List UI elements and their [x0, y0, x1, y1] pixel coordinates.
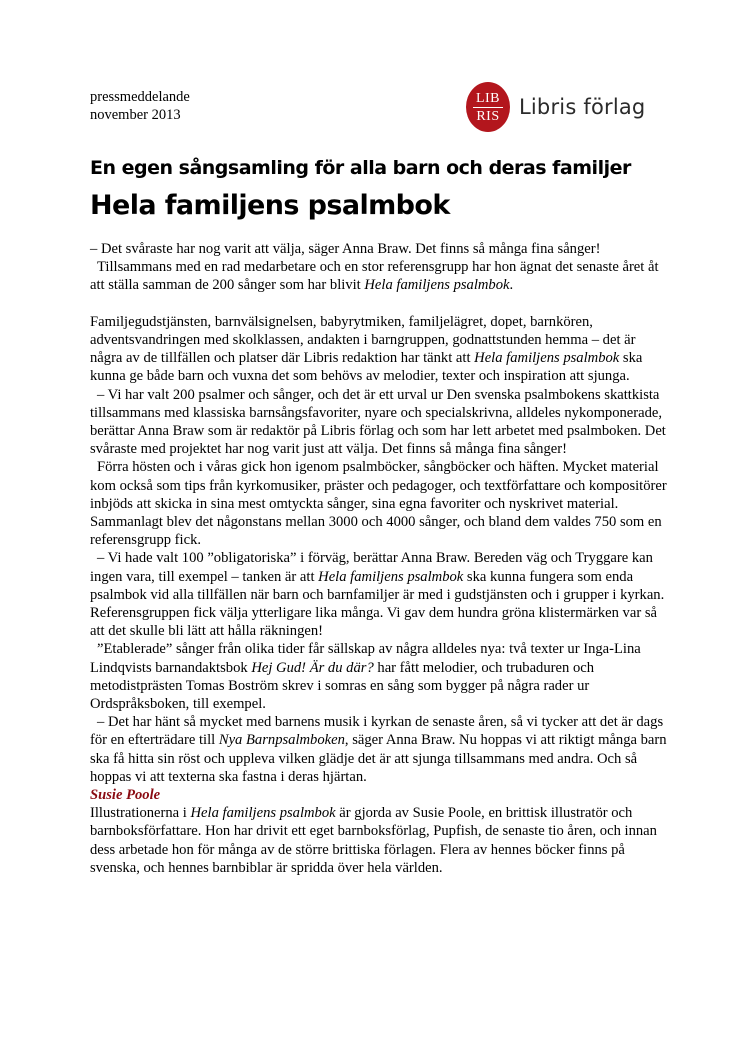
document-date: november 2013 — [90, 107, 181, 123]
paragraph: – Vi har valt 200 psalmer och sånger, och det är ett urval ur Den svenska psalmbokens skattkista tillsammans med klassiska barnsångsfavoriter, nyare och specialskrivna, alldeles nykomponerade, berättar Anna Braw som är redaktör på Libris förlag och som har lett arbetet med psalmboken. Det svåraste med projektet har nog varit just att välja. Det finns så många fina sånger! — [90, 386, 666, 458]
document-type-label: pressmeddelande — [90, 89, 190, 105]
page-subtitle: En egen sångsamling för alla barn och deras familjer — [90, 157, 631, 179]
illustrator-heading: Susie Poole — [90, 787, 161, 804]
paragraph: – Det har hänt så mycket med barnens musik i kyrkan de senaste åren, så vi tycker att det är dags för en efterträdare till Nya Barnpsalmboken, säger Anna Braw. Nu hoppas vi att riktigt många barn ska få hitta sin röst och uppleva vilken glädje det är att sjunga tillsammans med andra. Och så hoppas vi att texterna ska fastna i deras hjärtan. — [90, 714, 667, 785]
paragraph: Familjegudstjänsten, barnvälsignelsen, babyrytmiken, familjelägret, dopet, barnkören, adventsvandringen med skolklassen, andakten i barngruppen, godnattstunden hemma – det är några av de tillfällen och platser där Libris redaktion har tänkt att Hela familjens psalmbok ska kunna ge både barn och vuxna det som behövs av melodier, texter och inspiration att sjunga. — [90, 313, 643, 385]
logo-mark-bottom: RIS — [476, 108, 500, 124]
illustrator-paragraph: Illustrationerna i Hela familjens psalmbok är gjorda av Susie Poole, en brittisk illustratör och barnboksförfattare. Hon har drivit ett eget barnboksförlag, Pupfish, de senaste tio åren, och innan dess arbetade hon för många av de större brittiska förlagen. Flera av hennes böcker finns på svenska, och hennes barnbiblar är spridda över hela världen. — [90, 805, 657, 876]
logo-mark-divider — [473, 107, 503, 108]
publisher-logo — [466, 82, 645, 132]
publisher-name: Libris förlag — [519, 95, 646, 119]
article-body — [90, 240, 670, 877]
paragraph: – Vi hade valt 100 ”obligatoriska” i förväg, berättar Anna Braw. Bereden väg och Tryggare kan ingen vara, till exempel – tanken är att Hela familjens psalmbok ska kunna fungera som enda psalmbok vid alla tillfällen när barn och barnfamiljer är med i gudstjänsten och i grupper i kyrkan. Referensgruppen fick välja ytterligare lika många. Vi gav dem hundra gröna klistermärken var så att det skulle bli lätt att hålla räkningen! — [90, 550, 665, 640]
page-title: Hela familjens psalmbok — [90, 190, 450, 221]
paragraph: Förra hösten och i våras gick hon igenom psalmböcker, sångböcker och häften. Mycket material kom också som tips från kyrkomusiker, präster och pedagoger, och textförfattare och kompositörer inbjöds att skicka in sina mest omtyckta sånger, sina egna favoriter och nyskrivet material. Sammanlagt blev det någonstans mellan 3000 och 4000 sånger, och bland dem valdes 750 som en referensgrupp fick. — [90, 459, 667, 549]
libris-logo-mark — [466, 82, 510, 132]
paragraph: ”Etablerade” sånger från olika tider får sällskap av några alldeles nya: två texter ur Inga-Lina Lindqvists barnandaktsbok Hej Gud! Är du där? har fått melodier, och trubaduren och metodistprästen Tomas Boström skrev i somras en sång som bygger på några rader ur Ordspråksboken, till exempel. — [90, 641, 641, 713]
paragraph: – Det svåraste har nog varit att välja, säger Anna Braw. Det finns så många fina sånger! — [90, 241, 601, 257]
document-meta — [90, 88, 190, 124]
logo-mark-top: LIB — [475, 90, 501, 106]
paragraph: Tillsammans med en rad medarbetare och en stor referensgrupp har hon ägnat det senaste året åt att ställa samman de 200 sånger som har blivit Hela familjens psalmbok. — [90, 259, 659, 294]
